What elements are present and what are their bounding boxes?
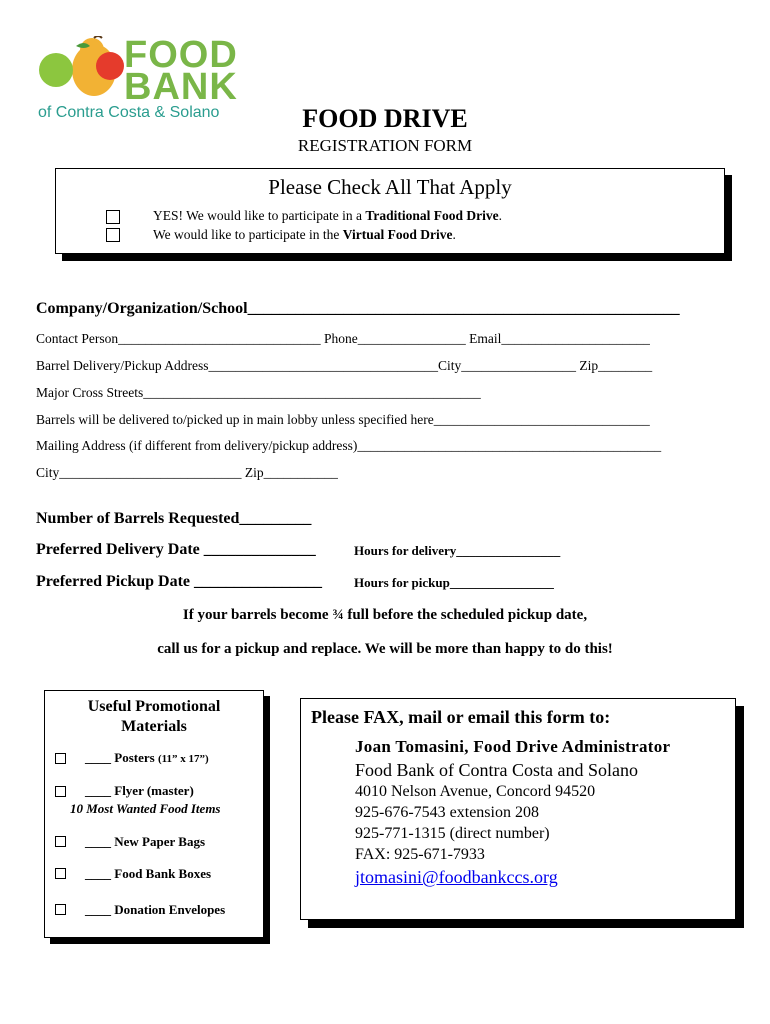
contact-phone1: 925-676-7543 extension 208: [355, 804, 539, 821]
logo-subtitle: of Contra Costa & Solano: [38, 104, 220, 121]
barrels-requested-field[interactable]: Number of Barrels Requested_________: [36, 510, 312, 527]
preferred-delivery-date-field[interactable]: Preferred Delivery Date ______________: [36, 541, 316, 558]
city-zip-line[interactable]: City___________________________ Zip___________: [36, 465, 338, 480]
promo-item-flyer-subtitle: 10 Most Wanted Food Items: [70, 801, 221, 816]
contact-phone2: 925-771-1315 (direct number): [355, 825, 550, 842]
cross-streets-line[interactable]: Major Cross Streets__________________________________________________: [36, 385, 481, 400]
contact-fax: FAX: 925-671-7933: [355, 846, 485, 863]
pickup-note-line1: If your barrels become ¾ full before the scheduled pickup date,: [182, 607, 588, 623]
option-traditional: YES! We would like to participate in a Traditional Food Drive.: [153, 208, 502, 223]
promo-item-flyer: ____ Flyer (master): [85, 783, 194, 798]
option-virtual: We would like to participate in the Virtual Food Drive.: [153, 227, 456, 242]
promo-item-boxes: ____ Food Bank Boxes: [85, 866, 212, 881]
form-title: FOOD DRIVE: [302, 104, 468, 133]
contact-email-link[interactable]: jtomasini@foodbankccs.org: [355, 867, 558, 887]
lobby-line[interactable]: Barrels will be delivered to/picked up in main lobby unless specified here________________________________: [36, 412, 650, 427]
donation-envelopes-checkbox[interactable]: [55, 904, 66, 915]
contact-phone-email-line[interactable]: Contact Person______________________________ Phone________________ Email______________________: [36, 331, 650, 346]
food-bank-boxes-checkbox[interactable]: [55, 868, 66, 879]
contact-heading: Please FAX, mail or email this form to:: [311, 707, 611, 727]
promo-item-paper-bags: ____ New Paper Bags: [85, 834, 206, 849]
promo-title: Useful Promotional Materials: [87, 698, 221, 735]
logo-word-bank: BANK: [124, 66, 238, 108]
check-all-panel: [55, 168, 725, 254]
barrel-address-line[interactable]: Barrel Delivery/Pickup Address__________________________________City_________________ Zip________: [36, 358, 653, 373]
contact-panel: [300, 698, 736, 920]
hours-delivery-field[interactable]: Hours for delivery________________: [354, 543, 561, 558]
promo-item-posters: ____ Posters (11” x 17”): [85, 750, 209, 765]
contact-address: 4010 Nelson Avenue, Concord 94520: [355, 783, 596, 800]
hours-pickup-field[interactable]: Hours for pickup________________: [354, 575, 554, 590]
mailing-address-line[interactable]: Mailing Address (if different from delivery/pickup address)_____________________________________________: [36, 438, 662, 453]
preferred-pickup-date-field[interactable]: Preferred Pickup Date ________________: [36, 573, 323, 590]
contact-name: Joan Tomasini, Food Drive Administrator: [355, 737, 671, 756]
posters-checkbox[interactable]: [55, 753, 66, 764]
promo-item-envelopes: ____ Donation Envelopes: [85, 902, 226, 917]
logo-word-food: FOOD: [124, 34, 238, 76]
traditional-food-drive-checkbox[interactable]: [106, 210, 120, 224]
contact-org: Food Bank of Contra Costa and Solano: [355, 760, 638, 780]
paper-bags-checkbox[interactable]: [55, 836, 66, 847]
flyer-checkbox[interactable]: [55, 786, 66, 797]
virtual-food-drive-checkbox[interactable]: [106, 228, 120, 242]
form-subtitle: REGISTRATION FORM: [297, 136, 473, 155]
promotional-materials-panel: [44, 690, 264, 938]
company-field[interactable]: Company/Organization/School______________________________________________________: [36, 300, 680, 317]
check-panel-title: Please Check All That Apply: [268, 175, 512, 199]
pickup-note-line2: call us for a pickup and replace. We will be more than happy to do this!: [157, 641, 613, 657]
